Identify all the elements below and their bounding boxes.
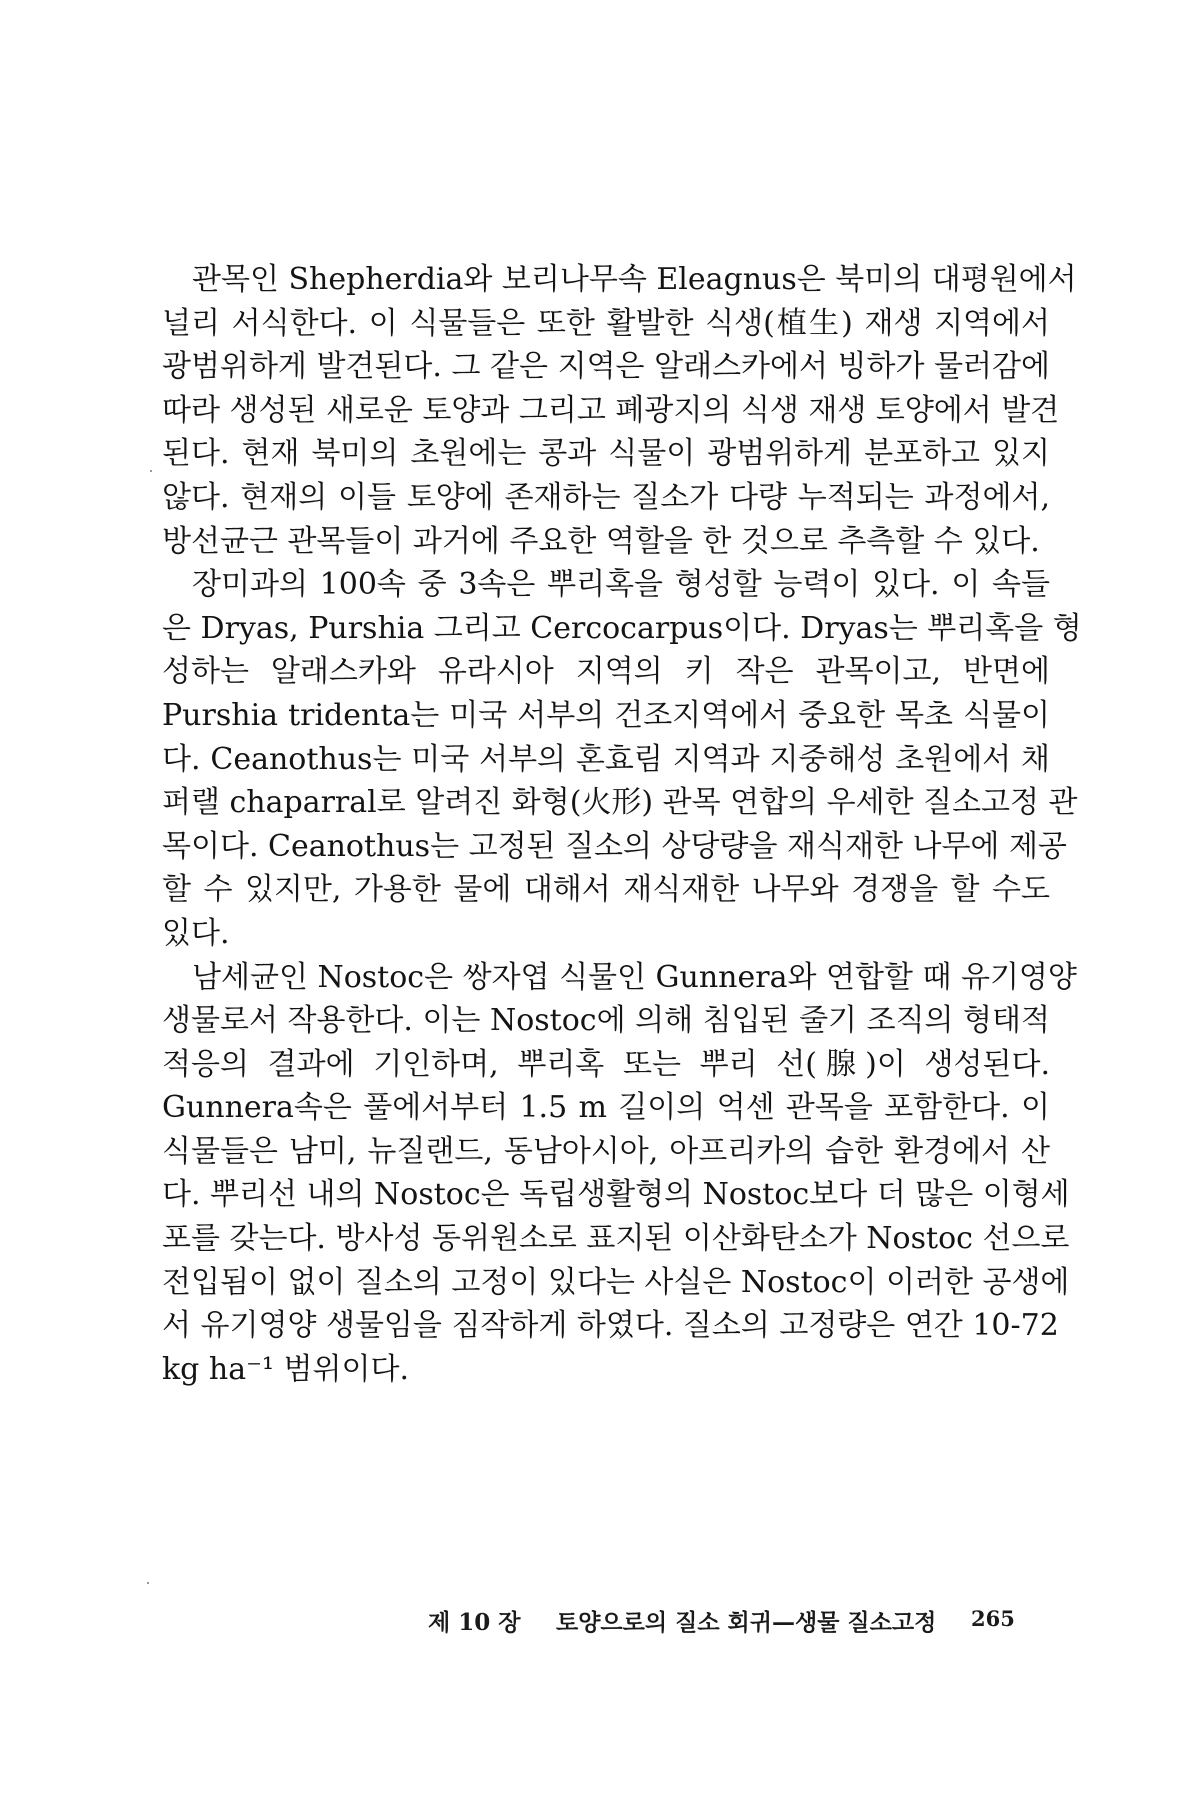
scan-speck <box>150 470 152 472</box>
text-line: 널리 서식한다. 이 식물들은 또한 활발한 식생(植生) 재생 지역에서 <box>162 305 1050 341</box>
text-line: 포를 갖는다. 방사성 동위원소로 표지된 이산화탄소가 Nostoc 선으로 <box>162 1221 1070 1257</box>
text-line: 할 수 있지만, 가용한 물에 대해서 재식재한 나무와 경쟁을 할 수도 <box>162 872 1050 908</box>
page-number: 265 <box>971 1606 1015 1631</box>
text-line: 장미과의 100속 중 3속은 뿌리혹을 형성할 능력이 있다. 이 속들 <box>192 567 1050 603</box>
paragraph-nostoc-gunnera <box>162 956 1077 1392</box>
body-text <box>162 258 1082 1391</box>
text-line: Gunnera속은 풀에서부터 1.5 m 길이의 억센 관목을 포함한다. 이 <box>162 1090 1050 1126</box>
chapter-title: 토양으로의 질소 회귀—생물 질소고정 <box>556 1609 937 1636</box>
text-line: 서 유기영양 생물임을 짐작하게 하였다. 질소의 고정량은 연간 10-72 <box>162 1308 1059 1344</box>
text-line: 남세균인 Nostoc은 쌍자엽 식물인 Gunnera와 연합할 때 유기영양 <box>192 959 1077 995</box>
text-line: 방선균근 관목들이 과거에 주요한 역할을 한 것으로 추측할 수 있다. <box>162 523 1040 559</box>
text-line: 관목인 Shepherdia와 보리나무속 Eleagnus은 북미의 대평원에서 <box>192 262 1077 297</box>
text-line: 따라 생성된 새로운 토양과 그리고 폐광지의 식생 재생 토양에서 발견 <box>162 392 1060 428</box>
text-line: 목이다. Ceanothus는 고정된 질소의 상당량을 재식재한 나무에 제공 <box>162 828 1067 864</box>
scan-speck <box>147 1582 149 1584</box>
text-line: 적응의 결과에 기인하며, 뿌리혹 또는 뿌리 선(腺)이 생성된다. <box>162 1046 1050 1082</box>
text-line: 않다. 현재의 이들 토양에 존재하는 질소가 다량 누적되는 과정에서, <box>162 479 1050 515</box>
text-line: 식물들은 남미, 뉴질랜드, 동남아시아, 아프리카의 습한 환경에서 산 <box>162 1133 1050 1169</box>
text-line: 다. 뿌리선 내의 Nostoc은 독립생활형의 Nostoc보다 더 많은 이형세 <box>162 1177 1070 1213</box>
text-line: 은 Dryas, Purshia 그리고 Cercocarpus이다. Dryas는 뿌리혹을 형 <box>162 610 1082 646</box>
running-footer <box>428 1604 1048 1644</box>
text-line: 광범위하게 발견된다. 그 같은 지역은 알래스카에서 빙하가 물러감에 <box>162 349 1050 385</box>
text-line: 퍼랠 chaparral로 알려진 화형(火形) 관목 연합의 우세한 질소고정 관 <box>162 785 1078 821</box>
text-line: kg ha⁻¹ 범위이다. <box>162 1351 409 1387</box>
text-line: 전입됨이 없이 질소의 고정이 있다는 사실은 Nostoc이 이러한 공생에 <box>162 1264 1070 1300</box>
text-line: 성하는 알래스카와 유라시아 지역의 키 작은 관목이고, 반면에 <box>162 654 1050 690</box>
text-line: 된다. 현재 북미의 초원에는 콩과 식물이 광범위하게 분포하고 있지 <box>162 436 1050 472</box>
text-line: 있다. <box>162 915 230 951</box>
paragraph-actinorhizal-shrubs <box>162 258 1077 563</box>
chapter-number: 제 10 장 <box>428 1609 521 1636</box>
paragraph-rosaceae <box>162 563 1082 955</box>
text-line: Purshia tridenta는 미국 서부의 건조지역에서 중요한 목초 식물이 <box>162 697 1050 733</box>
text-line: 생물로서 작용한다. 이는 Nostoc에 의해 침입된 줄기 조직의 형태적 <box>162 1003 1050 1039</box>
text-line: 다. Ceanothus는 미국 서부의 혼효림 지역과 지중해성 초원에서 채 <box>162 741 1050 777</box>
